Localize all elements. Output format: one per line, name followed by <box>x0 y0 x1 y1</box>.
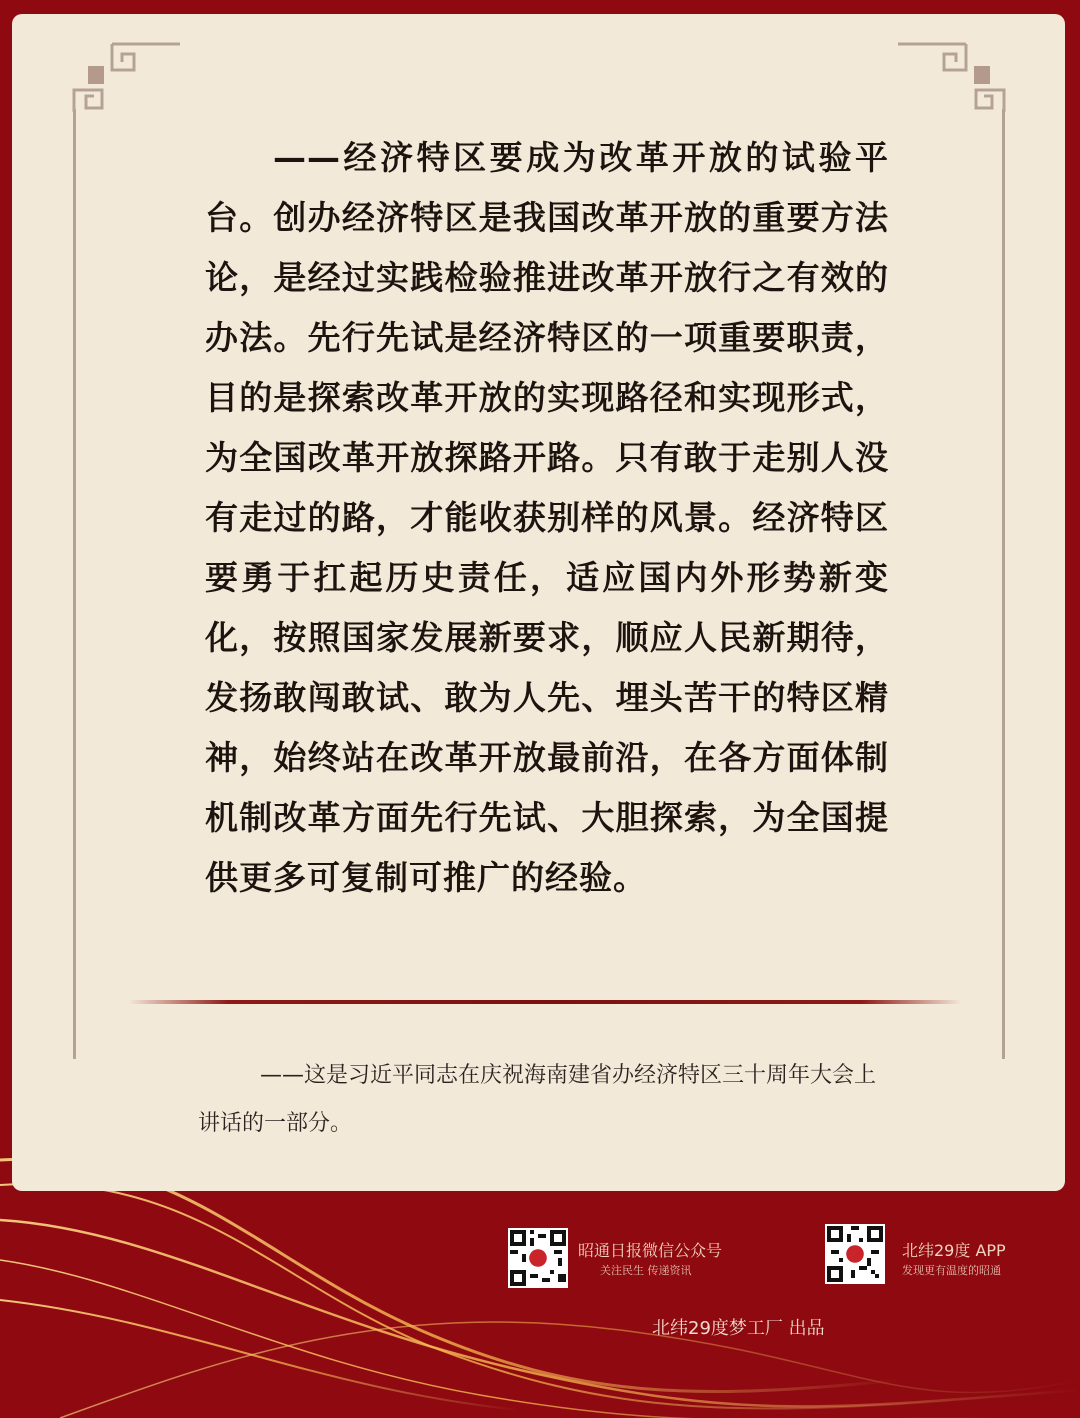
source-note: ——这是习近平同志在庆祝海南建省办经济特区三十周年大会上讲话的一部分。 <box>198 1063 877 1136</box>
frame-line-right <box>1002 109 1005 1059</box>
qr-code-icon <box>510 1230 566 1286</box>
qr-code-icon <box>827 1226 883 1282</box>
quote-card <box>12 14 1065 1191</box>
divider-line <box>128 1000 962 1004</box>
wechat-subtitle: 关注民生 传递资讯 <box>600 1264 692 1277</box>
producer-credit: 北纬29度梦工厂 出品 <box>652 1318 825 1339</box>
app-title: 北纬29度 APP <box>902 1241 1006 1260</box>
app-qr-code[interactable] <box>825 1224 885 1284</box>
wechat-qr-code[interactable] <box>508 1228 568 1288</box>
wechat-title: 昭通日报微信公众号 <box>578 1241 723 1260</box>
frame-line-left <box>73 109 76 1059</box>
quote-body: ——经济特区要成为改革开放的试验平台。创办经济特区是我国改革开放的重要方法论，是经过实践检验推进改革开放行之有效的办法。先行先试是经济特区的一项重要职责，目的是探索改革开放的实现路径和实现形式，为全国改革开放探路开路。只有敢于走别人没有走过的路，才能收获别样的风景。经济特区要勇于扛起历史责任，适应国内外形势新变化，按照国家发展新要求，顺应人民新期待，发扬敢闯敢试、敢为人先、埋头苦干的特区精神，始终站在改革开放最前沿，在各方面体制机制改革方面先行先试、大胆探索，为全国提供更多可复制可推广的经验。 <box>205 138 889 897</box>
corner-ornament-top-right <box>894 40 1006 114</box>
corner-ornament-top-left <box>72 40 184 114</box>
app-subtitle: 发现更有温度的昭通 <box>902 1264 1001 1277</box>
